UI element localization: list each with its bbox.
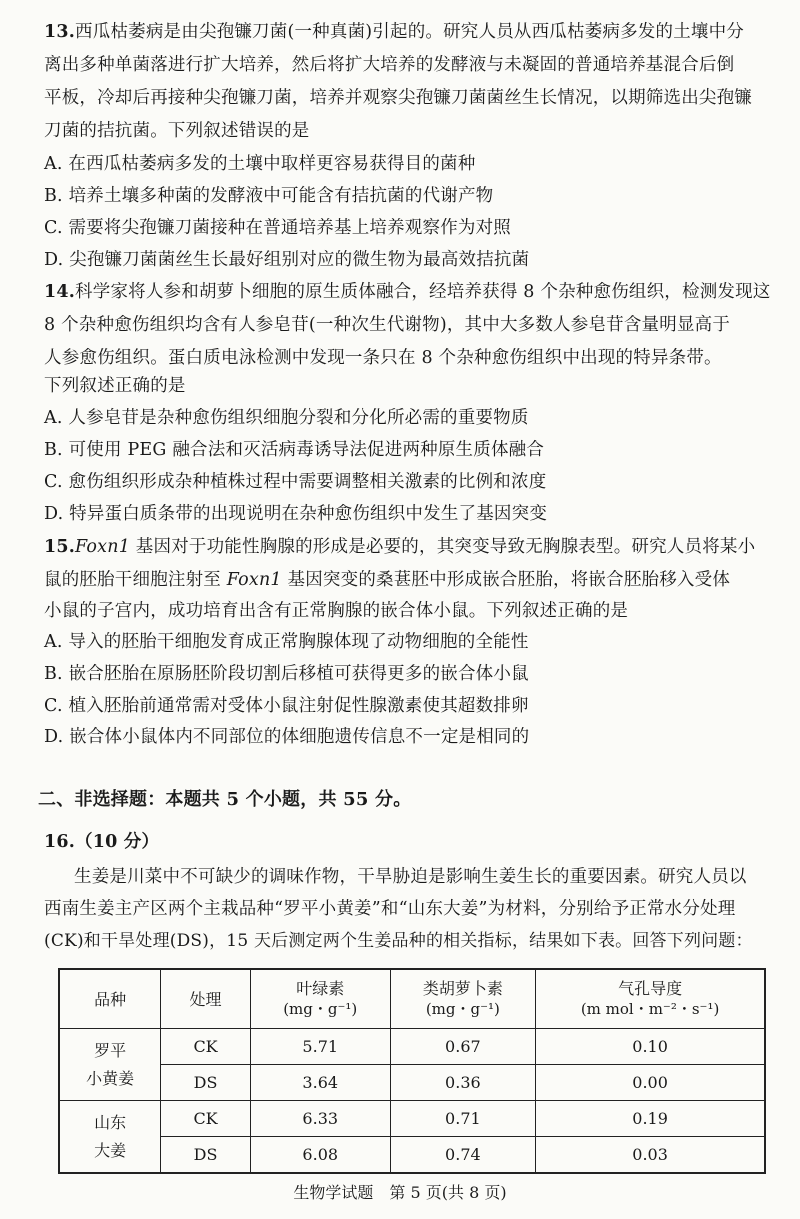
carotenoid-cell: 0.71 bbox=[390, 1101, 536, 1137]
table-row bbox=[59, 1065, 765, 1101]
question-16-line-2: 西南生姜主产区两个主栽品种“罗平小黄姜”和“山东大姜”为材料，分别给予正常水分处理 bbox=[44, 899, 736, 919]
stomatal-cell: 0.03 bbox=[536, 1137, 765, 1174]
carotenoid-cell: 0.36 bbox=[390, 1065, 536, 1101]
header-stomatal: 气孔导度 (m mol・m⁻²・s⁻¹) bbox=[536, 969, 765, 1029]
variety-cell: 罗平 小黄姜 bbox=[59, 1029, 161, 1101]
header-chlorophyll-unit: (mg・g⁻¹) bbox=[283, 1000, 358, 1018]
question-16-line-1: 生姜是川菜中不可缺少的调味作物，干旱胁迫是影响生姜生长的重要因素。研究人员以 bbox=[74, 867, 747, 887]
question-15-option-b: B. 嵌合胚胎在原肠胚阶段切割后移植可获得更多的嵌合体小鼠 bbox=[44, 664, 529, 684]
chlorophyll-cell: 3.64 bbox=[250, 1065, 390, 1101]
question-14-option-a: A. 人参皂苷是杂种愈伤组织细胞分裂和分化所必需的重要物质 bbox=[44, 408, 529, 428]
question-number: 14. bbox=[44, 282, 76, 302]
question-13-option-b: B. 培养土壤多种菌的发酵液中可能含有拮抗菌的代谢产物 bbox=[44, 186, 494, 206]
table-row bbox=[59, 1101, 765, 1137]
treatment-cell: DS bbox=[161, 1065, 251, 1101]
question-13-line-1: 13.西瓜枯萎病是由尖孢镰刀菌(一种真菌)引起的。研究人员从西瓜枯萎病多发的土壤中分 bbox=[44, 22, 744, 42]
question-14-line-1: 14.科学家将人参和胡萝卜细胞的原生质体融合，经培养获得 8 个杂种愈伤组织，检测发现这 bbox=[44, 282, 771, 302]
gene-name: Foxn1 bbox=[75, 537, 131, 557]
treatment-cell: CK bbox=[161, 1101, 251, 1137]
question-13-option-a: A. 在西瓜枯萎病多发的土壤中取样更容易获得目的菌种 bbox=[44, 154, 476, 174]
treatment-cell: DS bbox=[161, 1137, 251, 1174]
results-table bbox=[58, 968, 766, 1174]
table-row bbox=[59, 1137, 765, 1174]
treatment-cell: CK bbox=[161, 1029, 251, 1065]
question-15-option-d: D. 嵌合体小鼠体内不同部位的体细胞遗传信息不一定是相同的 bbox=[44, 727, 530, 747]
question-number: 15. bbox=[44, 537, 76, 557]
question-13-option-c: C. 需要将尖孢镰刀菌接种在普通培养基上培养观察作为对照 bbox=[44, 218, 511, 238]
question-15-option-a: A. 导入的胚胎干细胞发育成正常胸腺体现了动物细胞的全能性 bbox=[44, 632, 529, 652]
stomatal-cell: 0.00 bbox=[536, 1065, 765, 1101]
question-13-line-2: 离出多种单菌落进行扩大培养，然后将扩大培养的发酵液与未凝固的普通培养基混合后倒 bbox=[44, 55, 735, 75]
section-heading: 二、非选择题：本题共 5 个小题，共 55 分。 bbox=[38, 789, 412, 810]
question-14-line-3: 人参愈伤组织。蛋白质电泳检测中发现一条只在 8 个杂种愈伤组织中出现的特异条带。 bbox=[44, 348, 722, 368]
stomatal-cell: 0.10 bbox=[536, 1029, 765, 1065]
header-treatment: 处理 bbox=[161, 969, 251, 1029]
question-13-line-3: 平板，冷却后再接种尖孢镰刀菌，培养并观察尖孢镰刀菌菌丝生长情况，以期筛选出尖孢镰 bbox=[44, 88, 752, 108]
question-14-option-c: C. 愈伤组织形成杂种植株过程中需要调整相关激素的比例和浓度 bbox=[44, 472, 547, 492]
page-footer: 生物学试题 第 5 页(共 8 页) bbox=[293, 1183, 507, 1202]
table-header-row bbox=[59, 969, 765, 1029]
question-14-line-2: 8 个杂种愈伤组织均含有人参皂苷(一种次生代谢物)，其中大多数人参皂苷含量明显高于 bbox=[44, 315, 731, 335]
question-14-line-4: 下列叙述正确的是 bbox=[44, 376, 186, 396]
header-stomatal-unit: (m mol・m⁻²・s⁻¹) bbox=[580, 1000, 720, 1018]
question-16-line-3: (CK)和干旱处理(DS)，15 天后测定两个生姜品种的相关指标，结果如下表。回答下列问题： bbox=[44, 931, 753, 951]
variety-cell: 山东 大姜 bbox=[59, 1101, 161, 1174]
question-16-header: 16.（10 分） bbox=[44, 832, 160, 852]
header-carotenoid-unit: (mg・g⁻¹) bbox=[425, 1000, 500, 1018]
chlorophyll-cell: 6.08 bbox=[250, 1137, 390, 1174]
carotenoid-cell: 0.74 bbox=[390, 1137, 536, 1174]
question-15-option-c: C. 植入胚胎前通常需对受体小鼠注射促性腺激素使其超数排卵 bbox=[44, 696, 529, 716]
carotenoid-cell: 0.67 bbox=[390, 1029, 536, 1065]
question-14-option-d: D. 特异蛋白质条带的出现说明在杂种愈伤组织中发生了基因突变 bbox=[44, 504, 548, 524]
question-13-option-d: D. 尖孢镰刀菌菌丝生长最好组别对应的微生物为最高效拮抗菌 bbox=[44, 250, 530, 270]
header-chlorophyll: 叶绿素 (mg・g⁻¹) bbox=[250, 969, 390, 1029]
question-15-line-3: 小鼠的子宫内，成功培育出含有正常胸腺的嵌合体小鼠。下列叙述正确的是 bbox=[44, 601, 629, 621]
question-15-line-1: 15.Foxn1 基因对于功能性胸腺的形成是必要的，其突变导致无胸腺表型。研究人员将某小 bbox=[44, 537, 756, 557]
table-row bbox=[59, 1029, 765, 1065]
question-number: 13. bbox=[44, 22, 76, 42]
header-variety: 品种 bbox=[59, 969, 161, 1029]
chlorophyll-cell: 5.71 bbox=[250, 1029, 390, 1065]
header-carotenoid: 类胡萝卜素 (mg・g⁻¹) bbox=[390, 969, 536, 1029]
question-15-line-2: 鼠的胚胎干细胞注射至 Foxn1 基因突变的桑葚胚中形成嵌合胚胎，将嵌合胚胎移入受体 bbox=[44, 570, 731, 590]
chlorophyll-cell: 6.33 bbox=[250, 1101, 390, 1137]
stomatal-cell: 0.19 bbox=[536, 1101, 765, 1137]
gene-name: Foxn1 bbox=[226, 570, 282, 590]
question-14-option-b: B. 可使用 PEG 融合法和灭活病毒诱导法促进两种原生质体融合 bbox=[44, 440, 545, 460]
question-13-line-4: 刀菌的拮抗菌。下列叙述错误的是 bbox=[44, 121, 310, 141]
